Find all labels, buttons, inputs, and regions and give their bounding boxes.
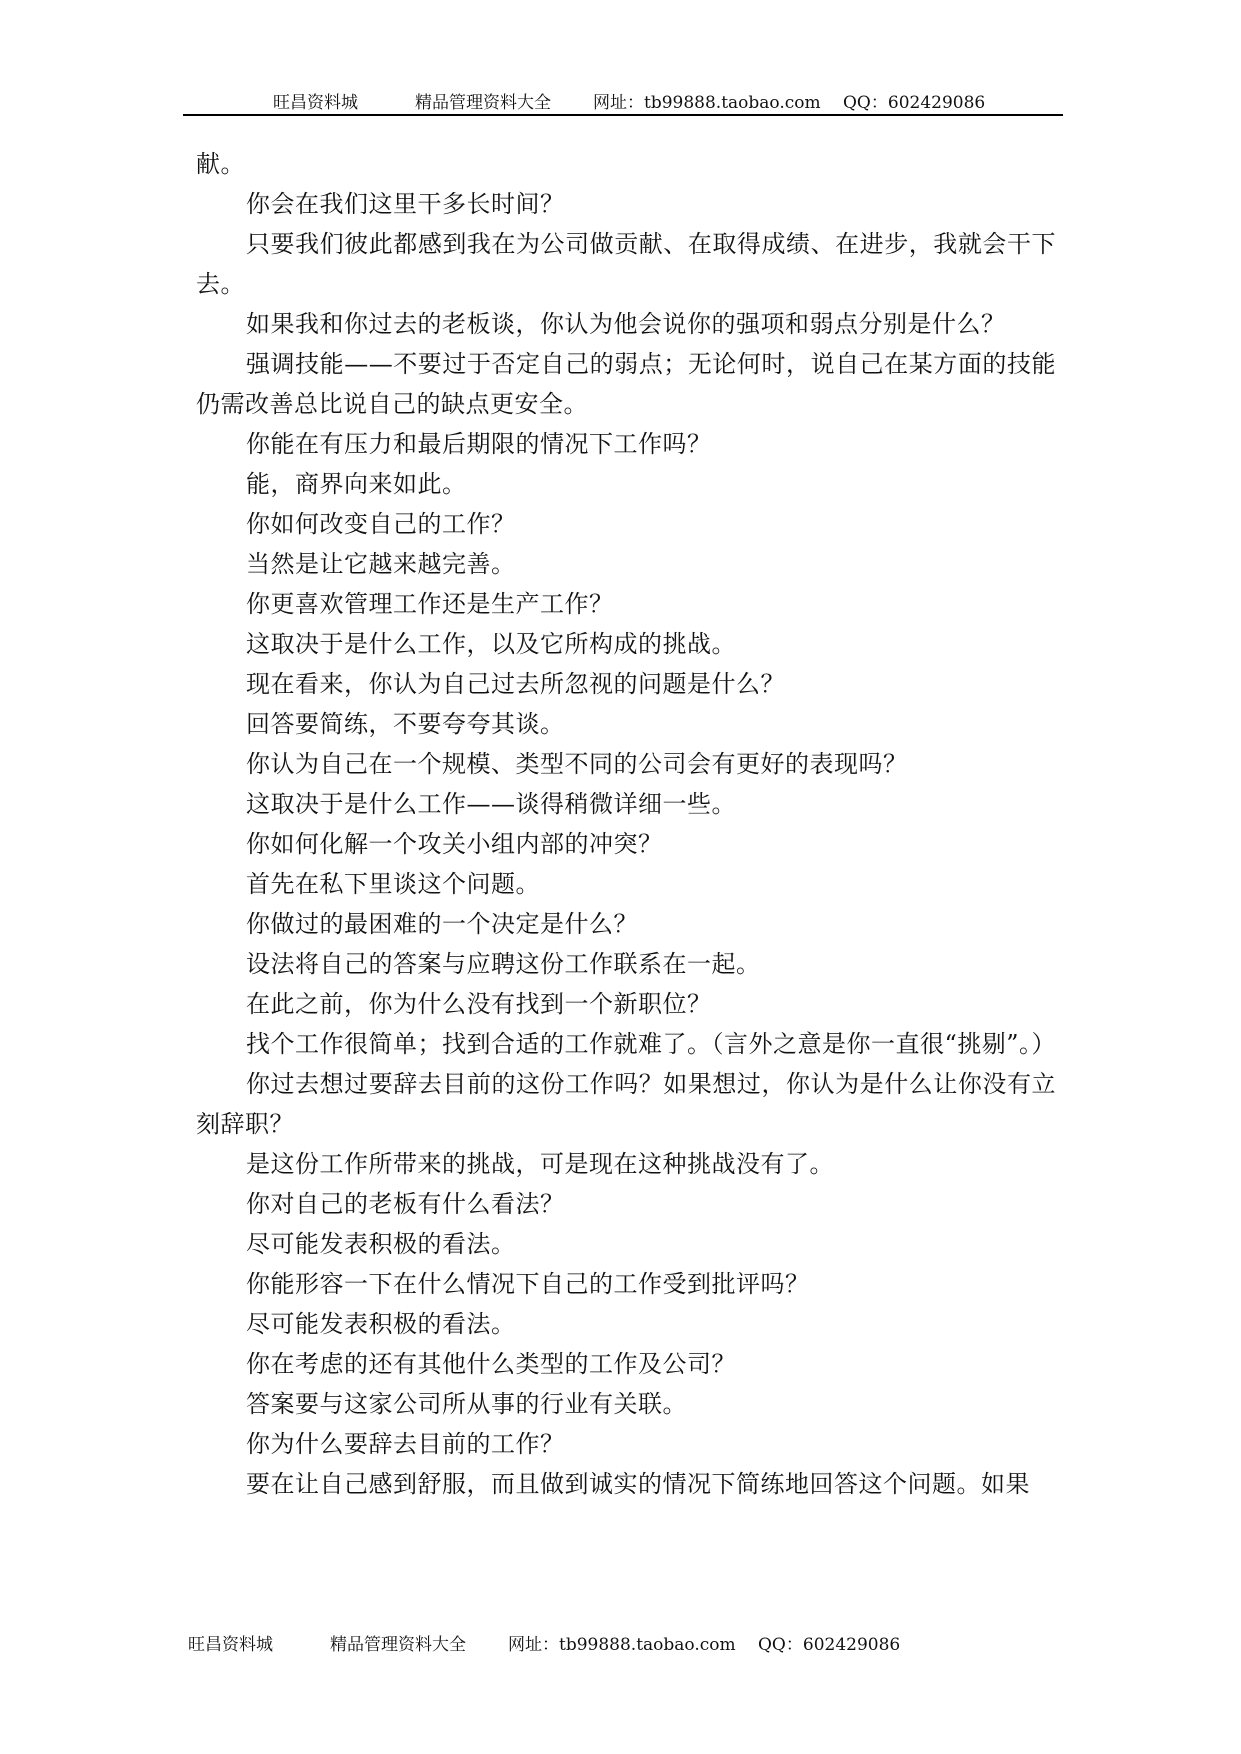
answer: 要在让自己感到舒服，而且做到诚实的情况下简练地回答这个问题。如果 xyxy=(246,1470,1030,1498)
question: 你如何改变自己的工作？ xyxy=(246,510,516,538)
answer: 这取决于是什么工作，以及它所构成的挑战。 xyxy=(246,630,736,658)
question: 你为什么要辞去目前的工作？ xyxy=(246,1430,565,1458)
answer: 当然是让它越来越完善。 xyxy=(246,550,516,578)
answer: 尽可能发表积极的看法。 xyxy=(246,1230,516,1258)
footer-site: 网址：tb99888.taobao.com xyxy=(508,1635,736,1655)
header-tagline: 精品管理资料大全 xyxy=(415,93,551,113)
question: 你做过的最困难的一个决定是什么？ xyxy=(246,910,638,938)
answer: 是这份工作所带来的挑战，可是现在这种挑战没有了。 xyxy=(246,1150,834,1178)
question: 现在看来，你认为自己过去所忽视的问题是什么？ xyxy=(246,670,785,698)
page-footer xyxy=(188,1630,1068,1656)
answer: 答案要与这家公司所从事的行业有关联。 xyxy=(246,1390,687,1418)
question: 你认为自己在一个规模、类型不同的公司会有更好的表现吗？ xyxy=(246,750,908,778)
question: 你在考虑的还有其他什么类型的工作及公司？ xyxy=(246,1350,736,1378)
question: 你能形容一下在什么情况下自己的工作受到批评吗？ xyxy=(246,1270,810,1298)
footer-brand: 旺昌资料城 xyxy=(188,1635,273,1655)
answer: 只要我们彼此都感到我在为公司做贡献、在取得成绩、在进步，我就会干下去。 xyxy=(196,230,1056,298)
answer: 这取决于是什么工作——谈得稍微详细一些。 xyxy=(246,790,736,818)
answer: 找个工作很简单；找到合适的工作就难了。（言外之意是你一直很“挑剔”。） xyxy=(246,1030,1057,1058)
question: 在此之前，你为什么没有找到一个新职位？ xyxy=(246,990,712,1018)
question: 你能在有压力和最后期限的情况下工作吗？ xyxy=(246,430,712,458)
question: 你更喜欢管理工作还是生产工作？ xyxy=(246,590,614,618)
document-body xyxy=(196,144,1056,1504)
question: 你如何化解一个攻关小组内部的冲突？ xyxy=(246,830,663,858)
answer: 设法将自己的答案与应聘这份工作联系在一起。 xyxy=(246,950,761,978)
question: 你过去想过要辞去目前的这份工作吗？如果想过，你认为是什么让你没有立刻辞职？ xyxy=(196,1070,1056,1138)
header-site: 网址：tb99888.taobao.com xyxy=(593,93,821,113)
paragraph: 献。 xyxy=(196,150,245,178)
answer: 尽可能发表积极的看法。 xyxy=(246,1310,516,1338)
question: 你对自己的老板有什么看法？ xyxy=(246,1190,565,1218)
header-brand: 旺昌资料城 xyxy=(273,93,358,113)
page-header xyxy=(183,88,1063,114)
footer-tagline: 精品管理资料大全 xyxy=(330,1635,466,1655)
question: 你会在我们这里干多长时间？ xyxy=(246,190,565,218)
header-qq: QQ：602429086 xyxy=(843,93,986,113)
footer-qq: QQ：602429086 xyxy=(758,1635,901,1655)
answer: 能，商界向来如此。 xyxy=(246,470,467,498)
question: 如果我和你过去的老板谈，你认为他会说你的强项和弱点分别是什么？ xyxy=(246,310,1006,338)
answer: 首先在私下里谈这个问题。 xyxy=(246,870,540,898)
answer: 回答要简练，不要夸夸其谈。 xyxy=(246,710,565,738)
header-divider xyxy=(183,114,1063,116)
answer: 强调技能——不要过于否定自己的弱点；无论何时，说自己在某方面的技能仍需改善总比说自己的缺点更安全。 xyxy=(196,350,1056,418)
